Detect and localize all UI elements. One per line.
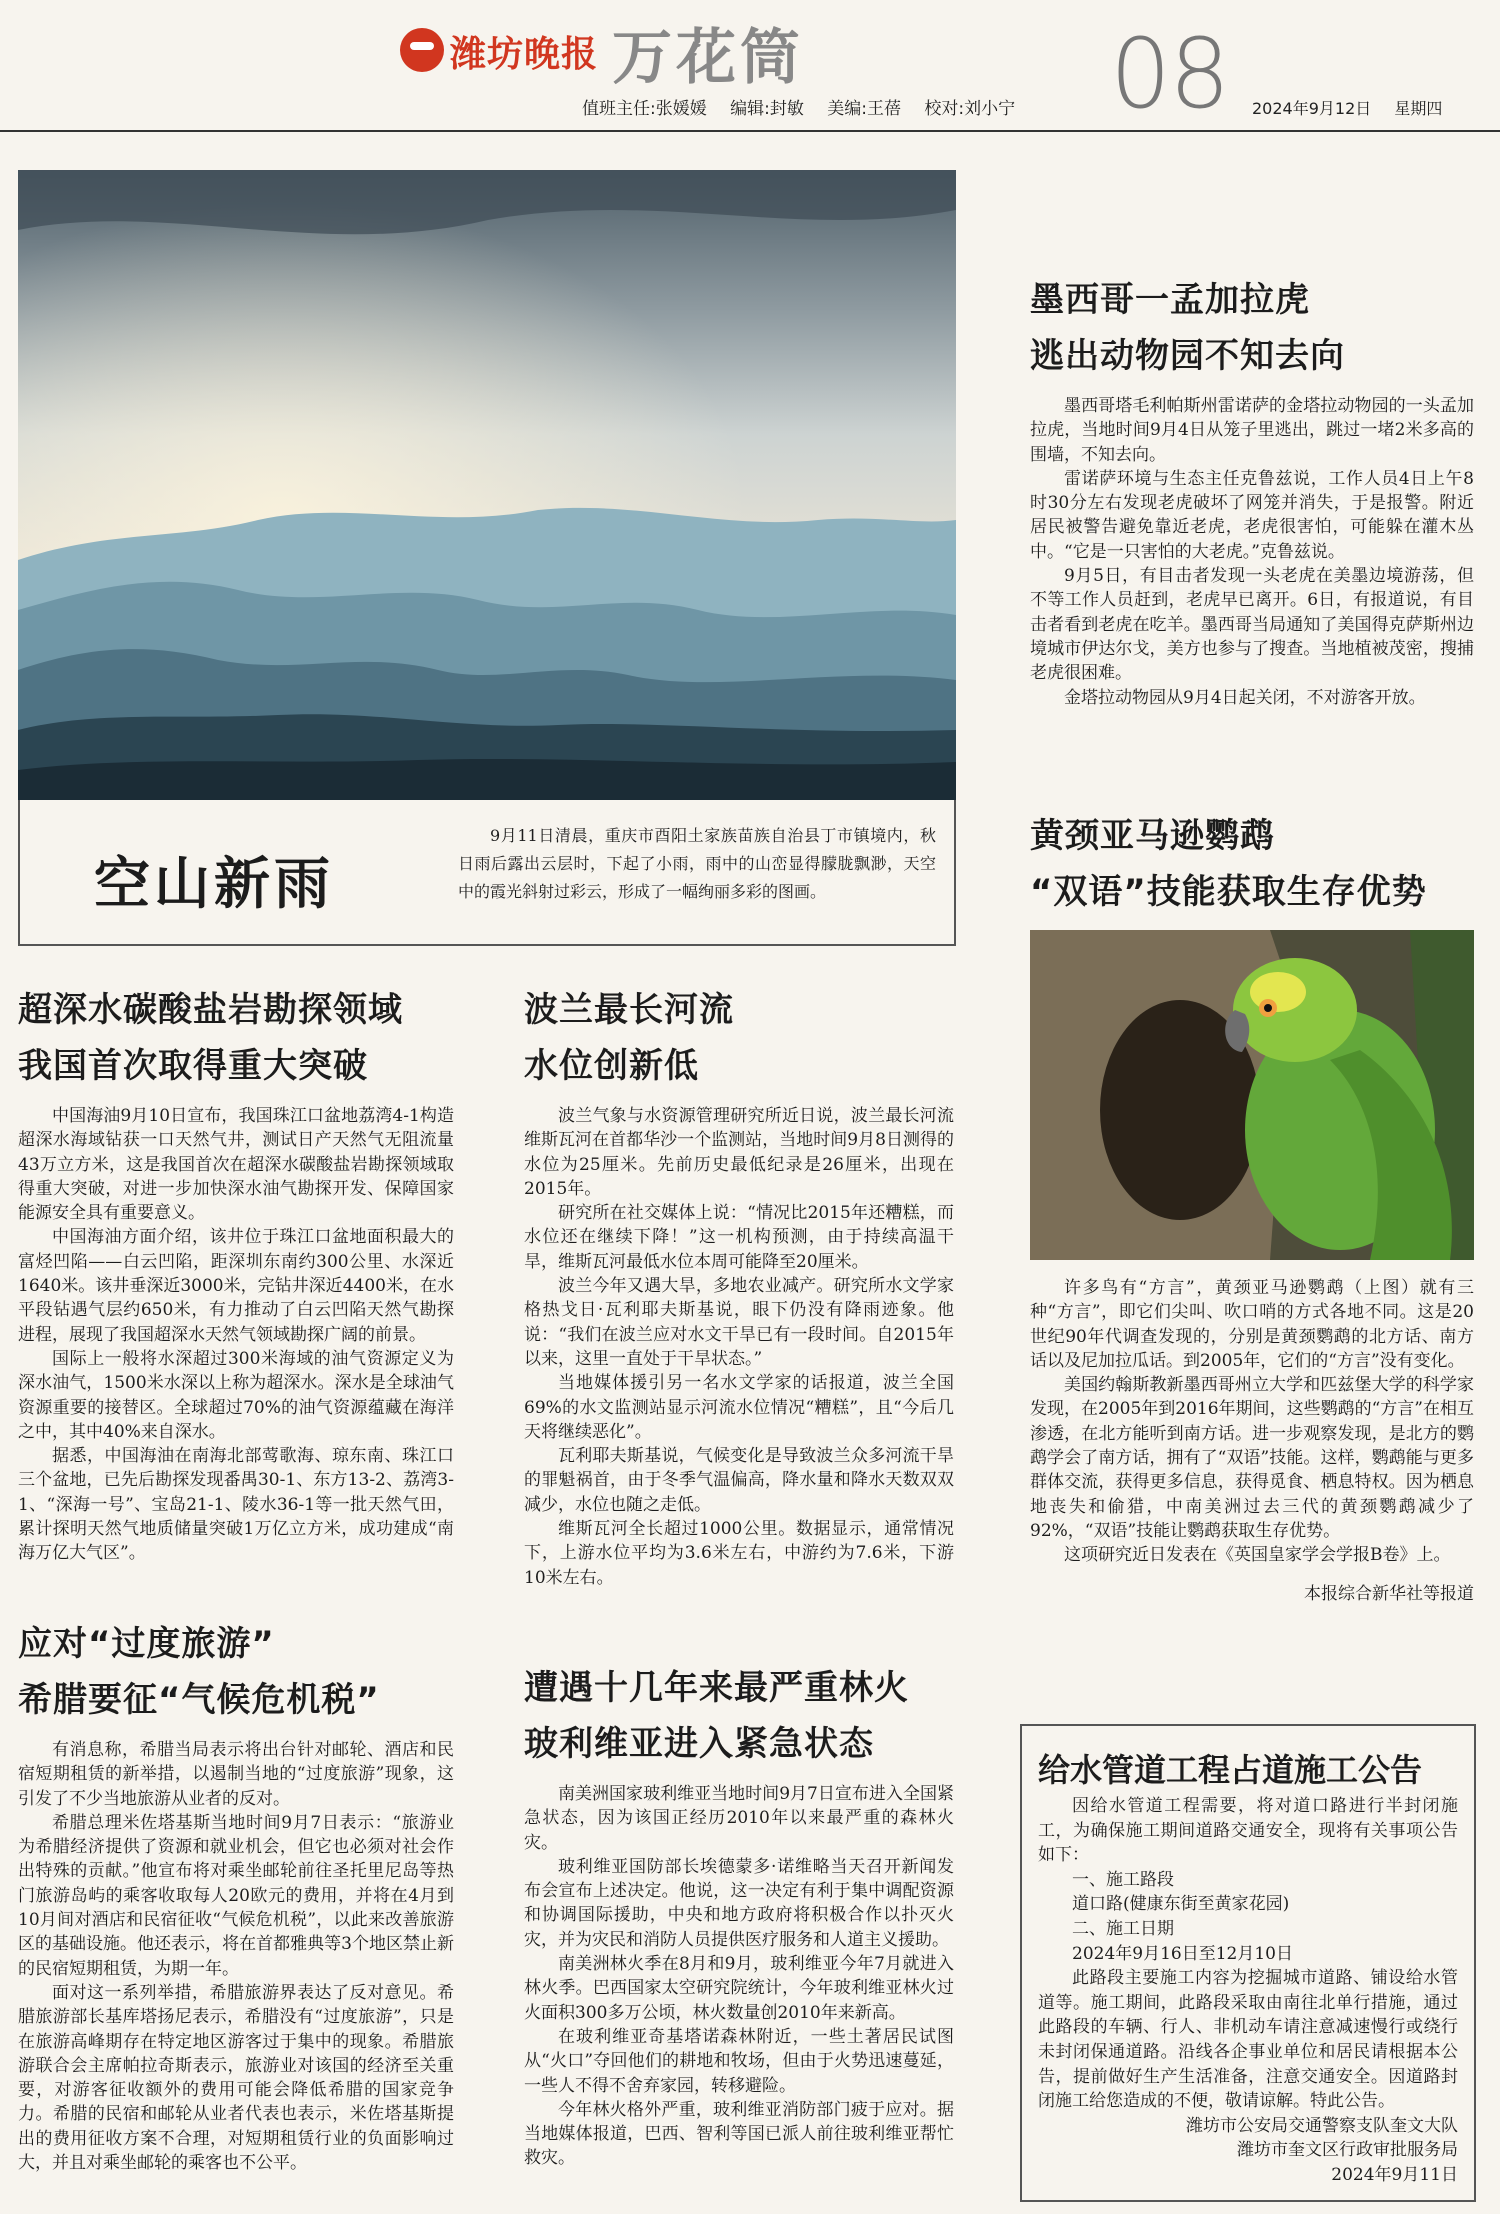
paragraph: 雷诺萨环境与生态主任克鲁兹说，工作人员4日上午8时30分左右发现老虎破坏了网笼并消失，于是报警。附近居民被警告避免靠近老虎，老虎很害怕，可能躲在灌木丛中。“它是一只害怕的大老虎。”克鲁兹说。 <box>1030 468 1474 562</box>
headline-line-1: 波兰最长河流 <box>524 990 734 1030</box>
article-body <box>1030 1276 1474 1606</box>
article-body <box>524 1104 954 1590</box>
paragraph: 当地媒体援引另一名水文学家的话报道，波兰全国69%的水文监测站显示河流水位情况“糟糕”，且“今后几天将继续恶化”。 <box>524 1373 954 1442</box>
headline-line-1: 遭遇十几年来最严重林火 <box>524 1668 909 1708</box>
notice-signer-1: 潍坊市公安局交通警察支队奎文大队 <box>1186 2115 1458 2136</box>
editor-art: 美编:王蓓 <box>827 99 902 119</box>
article-greece <box>18 1616 454 2175</box>
paragraph: 据悉，中国海油在南海北部莺歌海、琼东南、珠江口三个盆地，已先后勘探发现番禺30-1、东方13-2、荔湾3-1、“深海一号”、宝岛21-1、陵水36-1等一批天然气田，累计探明天然气地质储量突破1万亿立方米，成功建成“南海万亿大气区”。 <box>18 1446 454 1564</box>
paragraph: 国际上一般将水深超过300米海域的油气资源定义为深水油气，1500米水深以上称为超深水。深水是全球油气资源重要的接替区。全球超过70%的油气资源蕴藏在海洋之中，其中40%来自深水。 <box>18 1348 454 1442</box>
article-carbonate <box>18 982 454 1566</box>
article-river <box>524 982 954 1590</box>
editor-duty: 值班主任:张媛媛 <box>582 99 707 119</box>
notice-section-2-title: 二、施工日期 <box>1072 1918 1174 1939</box>
paragraph: 在玻利维亚奇基塔诺森林附近，一些土著居民试图从“火口”夺回他们的耕地和牧场，但由于火势迅速蔓延，一些人不得不舍弃家园，转移避险。 <box>524 2026 954 2096</box>
headline <box>18 982 454 1094</box>
notice-section-1-title: 一、施工路段 <box>1072 1869 1174 1890</box>
paragraph: 今年林火格外严重，玻利维亚消防部门疲于应对。据当地媒体报道，巴西、智利等国已派人前往玻利维亚帮忙救灾。 <box>524 2099 954 2169</box>
notice-date: 2024年9月11日 <box>1331 2164 1458 2185</box>
headline-line-2: 逃出动物园不知去向 <box>1030 336 1345 376</box>
paragraph: 许多鸟有“方言”，黄颈亚马逊鹦鹉（上图）就有三种“方言”，即它们尖叫、吹口哨的方式各地不同。这是20世纪90年代调查发现的，分别是黄颈鹦鹉的北方话、南方话以及尼加拉瓜话。到2005年，它们的“方言”没有变化。 <box>1030 1278 1474 1371</box>
photo-caption: 9月11日清晨，重庆市酉阳土家族苗族自治县丁市镇境内，秋日雨后露出云层时，下起了小雨，雨中的山峦显得朦胧飘渺，天空中的霞光斜射过彩云，形成了一幅绚丽多彩的图画。 <box>458 826 936 901</box>
headline-line-2: 我国首次取得重大突破 <box>18 1046 368 1086</box>
editor-editor: 编辑:封敏 <box>730 99 804 119</box>
article-body <box>524 1782 954 2171</box>
headline <box>1030 272 1474 384</box>
headline <box>524 1660 954 1772</box>
weekday-text: 星期四 <box>1394 99 1443 118</box>
headline-line-2: “双语”技能获取生存优势 <box>1030 872 1427 912</box>
headline-line-1: 应对“过度旅游” <box>18 1624 275 1664</box>
headline-line-1: 墨西哥一孟加拉虎 <box>1030 280 1310 320</box>
paragraph: 玻利维亚国防部长埃德蒙多·诺维略当天召开新闻发布会宣布上述决定。他说，这一决定有利于集中调配资源和协调国际援助，中央和地方政府将积极合作以扑灭火灾，并为灾民和消防人员提供医疗服务和人道主义援助。 <box>524 1856 954 1950</box>
paragraph: 这项研究近日发表在《英国皇家学会学报B卷》上。 <box>1064 1545 1451 1566</box>
newspaper-logo-icon <box>400 28 444 72</box>
page-number: 08 <box>1110 18 1229 130</box>
headline <box>524 982 954 1094</box>
headline <box>1030 808 1474 920</box>
article-body <box>18 1738 454 2175</box>
notice-body: 此路段主要施工内容为挖掘城市道路、铺设给水管道等。施工期间，此路段采取由南往北单行措施，通过此路段的车辆、行人、非机动车请注意减速慢行或绕行未封闭保通道路。沿线各企事业单位和居民请根据本公告，提前做好生产生活准备，注意交通安全。因道路封闭施工给您造成的不便，敬请谅解。特此公告。 <box>1038 1968 1458 2112</box>
article-tiger <box>1030 272 1474 710</box>
article-parrot-headline <box>1030 808 1474 920</box>
editor-proof: 校对:刘小宁 <box>924 99 1016 119</box>
date-text: 2024年9月12日 <box>1252 99 1372 118</box>
masthead <box>0 0 1500 130</box>
paragraph: 中国海油9月10日宣布，我国珠江口盆地荔湾4-1构造超深水海域钻获一口天然气井，测试日产天然气无阻流量43万立方米，这是我国首次在超深水碳酸盐岩勘探领域取得重大突破，对进一步加快深水油气勘探开发、保障国家能源安全具有重要意义。 <box>18 1106 454 1224</box>
paper-name: 潍坊晚报 <box>450 34 599 75</box>
headline <box>18 1616 454 1728</box>
paragraph: 金塔拉动物园从9月4日起关闭，不对游客开放。 <box>1064 687 1426 708</box>
notice-section-2-text: 2024年9月16日至12月10日 <box>1072 1943 1293 1964</box>
paragraph: 希腊总理米佐塔基斯当地时间9月7日表示：“旅游业为希腊经济提供了资源和就业机会，但它也必须对社会作出特殊的贡献。”他宣布将对乘坐邮轮前往圣托里尼岛等热门旅游岛屿的乘客收取每人20欧元的费用，并将在4月到10月间对酒店和民宿征收“气候危机税”，以此来改善旅游区的基础设施。他还表示，将在首都雅典等3个地区禁止新的民宿短期租赁，为期一年。 <box>18 1812 454 1979</box>
article-body <box>1030 394 1474 710</box>
paragraph: 面对这一系列举措，希腊旅游界表达了反对意见。希腊旅游部长基库塔扬尼表示，希腊没有“过度旅游”，只是在旅游高峰期存在特定地区游客过于集中的现象。希腊旅游联合会主席帕拉奇斯表示，旅游业对该国的经济至关重要，对游客征收额外的费用可能会降低希腊的国家竞争力。希腊的民宿和邮轮从业者代表也表示，米佐塔基斯提出的费用征收方案不合理，对短期租赁行业的负面影响过大，并且对乘坐邮轮的乘客也不公平。 <box>18 1982 454 2174</box>
notice-section-1-text: 道口路(健康东街至黄家花园) <box>1072 1894 1290 1915</box>
parrot-photo <box>1030 930 1474 1260</box>
paragraph: 波兰今年又遇大旱，多地农业减产。研究所水文学家格热戈日·瓦利耶夫斯基说，眼下仍没有降雨迹象。他说：“我们在波兰应对水文干旱已有一段时间。自2015年以来，这里一直处于干旱状态。” <box>524 1276 954 1369</box>
paragraph: 南美洲林火季在8月和9月，玻利维亚今年7月就进入林火季。巴西国家太空研究院统计，今年玻利维亚林火过火面积300多万公顷，林火数量创2010年来新高。 <box>524 1954 954 2023</box>
paragraph: 墨西哥塔毛利帕斯州雷诺萨的金塔拉动物园的一头孟加拉虎，当地时间9月4日从笼子里逃出，跳过一堵2米多高的围墙，不知去向。 <box>1030 396 1474 465</box>
article-body <box>18 1104 454 1566</box>
headline-line-2: 玻利维亚进入紧急状态 <box>524 1724 874 1764</box>
editor-credits <box>582 94 1033 119</box>
paragraph: 波兰气象与水资源管理研究所近日说，波兰最长河流维斯瓦河在首都华沙一个监测站，当地时间9月8日测得的水位为25厘米。先前历史最低纪录是26厘米，出现在2015年。 <box>524 1106 954 1199</box>
paragraph: 美国约翰斯教新墨西哥州立大学和匹兹堡大学的科学家发现，在2005年到2016年期间，这些鹦鹉的“方言”在相互渗透，在北方能听到南方话。进一步观察发现，是北方的鹦鹉学会了南方话，拥有了“双语”技能。这样，鹦鹉能与更多群体交流，获得更多信息，获得觅食、栖息特权。因为栖息地丧失和偷猎，中南美洲过去三代的黄颈鹦鹉减少了92%，“双语”技能让鹦鹉获取生存优势。 <box>1030 1375 1474 1541</box>
headline-line-1: 超深水碳酸盐岩勘探领域 <box>18 990 403 1030</box>
article-bolivia <box>524 1660 954 2171</box>
issue-date <box>1252 96 1460 119</box>
notice-headline: 给水管道工程占道施工公告 <box>1038 1751 1423 1789</box>
paragraph: 9月5日，有目击者发现一头老虎在美墨边境游荡，但不等工作人员赶到，老虎早已离开。6日，有报道说，有目击者看到老虎在吃羊。墨西哥当局通知了美国得克萨斯州边境城市伊达尔戈，美方也参与了搜查。当地植被茂密，搜捕老虎很困难。 <box>1030 566 1474 684</box>
paragraph: 研究所在社交媒体上说：“情况比2015年还糟糕，而水位还在继续下降！”这一机构预测，由于持续高温干旱，维斯瓦河最低水位本周可能降至20厘米。 <box>524 1203 954 1272</box>
headline-line-2: 希腊要征“气候危机税” <box>18 1680 380 1720</box>
paragraph: 瓦利耶夫斯基说，气候变化是导致波兰众多河流干旱的罪魁祸首，由于冬季气温偏高，降水量和降水天数双双减少，水位也随之走低。 <box>524 1446 954 1515</box>
notice-signer-2: 潍坊市奎文区行政审批服务局 <box>1237 2140 1458 2161</box>
headline-line-2: 水位创新低 <box>524 1046 699 1086</box>
headline-line-1: 黄颈亚马逊鹦鹉 <box>1030 816 1275 856</box>
paragraph: 维斯瓦河全长超过1000公里。数据显示，通常情况下，上游水位平均为3.6米左右，中游约为7.6米，下游10米左右。 <box>524 1519 954 1588</box>
article-credit: 本报综合新华社等报道 <box>1304 1583 1474 1604</box>
notice-intro: 因给水管道工程需要，将对道口路进行半封闭施工，为确保施工期间道路交通安全，现将有关事项公告如下： <box>1038 1796 1458 1866</box>
paragraph: 有消息称，希腊当局表示将出台针对邮轮、酒店和民宿短期租赁的新举措，以遏制当地的“过度旅游”现象，这引发了不少当地旅游从业者的反对。 <box>18 1740 454 1809</box>
photo-caption-box <box>18 800 956 946</box>
masthead-rule <box>0 130 1500 132</box>
photo-title: 空山新雨 <box>94 851 334 917</box>
mountain-photo <box>18 170 956 800</box>
article-parrot <box>1030 1266 1474 1606</box>
paragraph: 南美洲国家玻利维亚当地时间9月7日宣布进入全国紧急状态，因为该国正经历2010年以来最严重的森林火灾。 <box>524 1784 954 1853</box>
paragraph: 中国海油方面介绍，该井位于珠江口盆地面积最大的富烃凹陷——白云凹陷，距深圳东南约300公里、水深近1640米。该井垂深近3000米，完钻井深近4400米，在水平段钻遇气层约650米，有力推动了白云凹陷天然气勘探进程，展现了我国超深水天然气领域勘探广阔的前景。 <box>18 1227 454 1345</box>
construction-notice <box>1020 1724 1476 2202</box>
section-name: 万花筒 <box>612 23 804 93</box>
